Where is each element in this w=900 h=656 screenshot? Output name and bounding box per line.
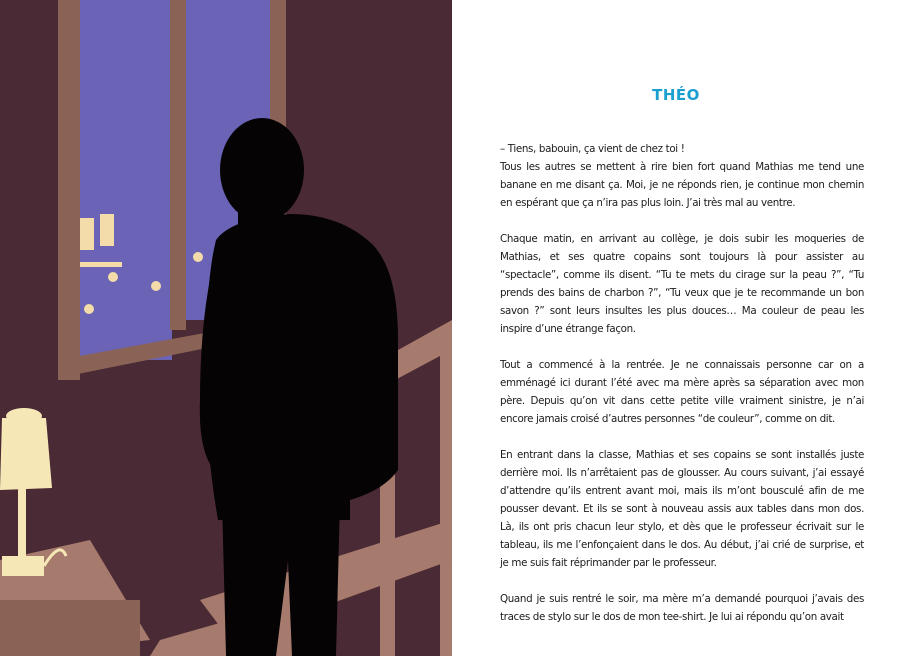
light-dot (193, 252, 203, 262)
lamp-top (6, 408, 42, 424)
lamp-shade (0, 418, 52, 490)
light-dot (108, 272, 118, 282)
light-dot (151, 281, 161, 291)
light-dot (84, 304, 94, 314)
paragraph: Tous les autres se mettent à rire bien fort quand Mathias me tend une banane en me disant ça. Moi, je ne réponds rien, je continue mon chemin en espérant que ça n’ira pas plus loin. J’ai très mal au ventre. (500, 161, 864, 209)
paragraph: Chaque matin, en arrivant au collège, je dois subir les moqueries de Mathias, et ses quatre copains sont toujours là pour assister au “spectacle”, comme ils disent. “Tu te mets du cirage sur la peau ?”, “Tu prends des bains de charbon ?”, “Tu veux que je te recommande un bon savon ?” sont leurs insultes les plus douces… Ma couleur de peau les inspire d’une étrange façon. (500, 233, 864, 335)
lit-window-2 (100, 214, 114, 246)
window-frame-left (58, 0, 80, 380)
lit-window-base (80, 262, 122, 267)
paragraph: Quand je suis rentré le soir, ma mère m’a demandé pourquoi j’avais des traces de stylo sur le dos de mon tee-shirt. Je lui ai répondu qu’on avait (500, 593, 864, 623)
lit-window-1 (80, 218, 94, 250)
window-mullion (170, 0, 186, 330)
paragraph: – Tiens, babouin, ça vient de chez toi ! (500, 143, 685, 155)
text-page (452, 0, 900, 656)
body-text (500, 140, 864, 626)
chapter-title: THÉO (652, 86, 700, 104)
table-edge (0, 600, 140, 656)
paragraph: En entrant dans la classe, Mathias et ses copains se sont installés juste derrière moi. Ils n’arrêtaient pas de glousser. Au cours suivant, j’ai essayé d’attendre qu’ils entrent avant moi, mais ils m’ont bousculé afin de me pousser devant. Et ils se sont à nouveau assis aux tables dans mon dos. Là, ils ont pris chacun leur stylo, et dès que le professeur écrivait sur le tableau, ils me l’enfonçaient dans le dos. Au début, j’ai crié de surprise, et je me suis fait réprimander par le professeur. (500, 449, 864, 569)
window-pane-left (80, 0, 172, 360)
lamp-base (2, 556, 44, 576)
lamp-stem (18, 488, 26, 560)
door-light-shadow (395, 356, 440, 656)
paragraph: Tout a commencé à la rentrée. Je ne connaissais personne car on a emménagé ici durant l’été avec ma mère après sa séparation avec mon père. Depuis qu’on vit dans cette petite ville vraiment sinistre, je n’ai encore jamais croisé d’autres personnes “de couleur”, comme on dit. (500, 359, 864, 425)
